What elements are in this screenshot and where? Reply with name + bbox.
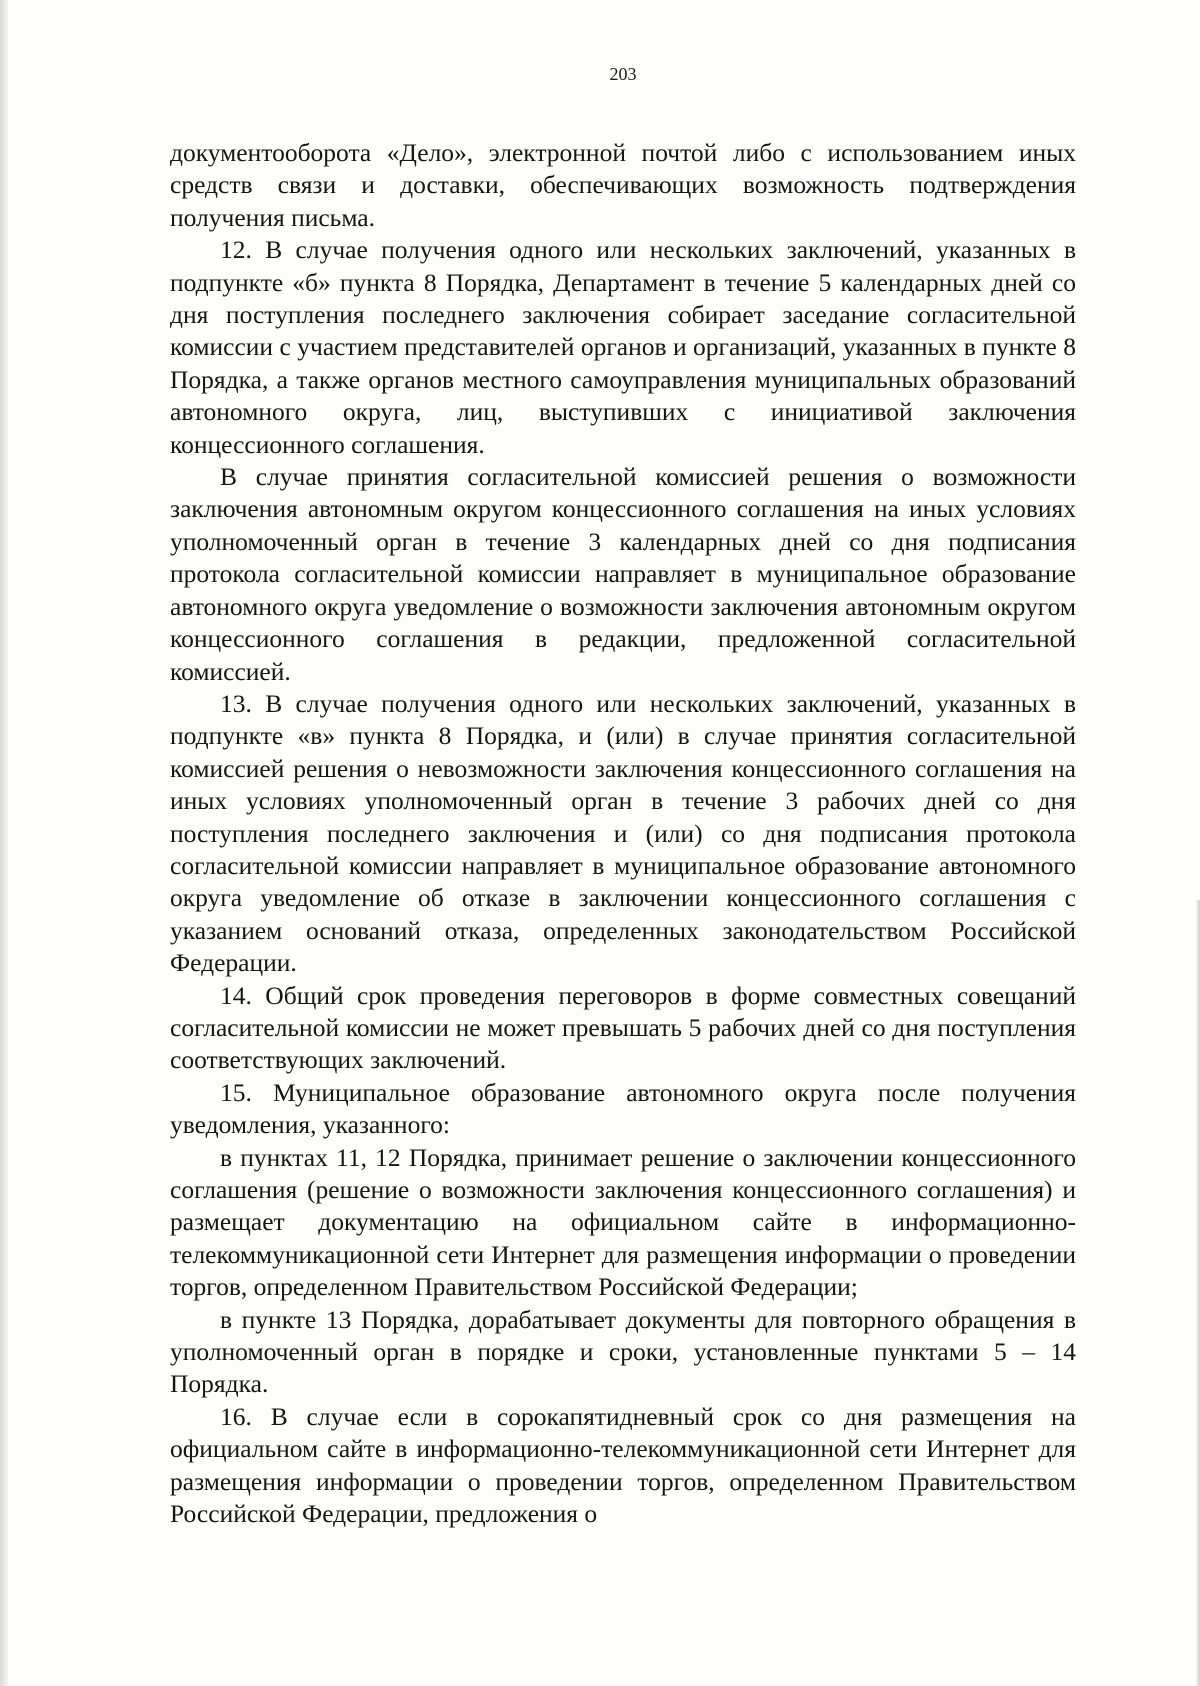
paragraph-item-12-decision: В случае принятия согласительной комиссией решения о возможности заключения автономным округом концессионного соглашения на иных условиях уполномоченный орган в течение 3 календарных дней со дня подписания протокола согласительной комиссии направляет в муниципальное образование автономного округа уведомление о возможности заключения автономным округом концессионного соглашения в редакции, предложенной согласительной комиссией. [170, 462, 1076, 686]
paragraph-item-15-sub-1: в пунктах 11, 12 Порядка, принимает решение о заключении концессионного соглашения (решение о возможности заключения концессионного соглашения) и размещает документацию на официальном сайте в информационно-телекоммуникационной сети Интернет для размещения информации о проведении торгов, определенном Правительством Российской Федерации; [170, 1142, 1076, 1302]
paragraph-item-14: 14. Общий срок проведения переговоров в форме совместных совещаний согласительной комиссии не может превышать 5 рабочих дней со дня поступления соответствующих заключений. [170, 980, 1076, 1075]
page-number: 203 [609, 64, 637, 84]
paragraph-continuation: документооборота «Дело», электронной почтой либо с использованием иных средств связи и доставки, обеспечивающих возможность подтверждения получения письма. [170, 138, 1076, 232]
paragraph-item-16: 16. В случае если в сорокапятидневный срок со дня размещения на официальном сайте в информационно-телекоммуникационной сети Интернет для размещения информации о проведении торгов, определенном Правительством Российской Федерации, предложения о [170, 1401, 1076, 1529]
paragraph-item-13: 13. В случае получения одного или нескольких заключений, указанных в подпункте «в» пункта 8 Порядка, и (или) в случае принятия согласительной комиссией решения о невозможности заключения концессионного соглашения на иных условиях уполномоченный орган в течение 3 рабочих дней со дня поступления последнего заключения и (или) со дня подписания протокола согласительной комиссии направляет в муниципальное образование автономного округа уведомление об отказе в заключении концессионного соглашения с указанием оснований отказа, определенных законодательством Российской Федерации. [170, 688, 1076, 978]
scan-left-edge [0, 0, 8, 1686]
scan-right-edge [1196, 900, 1200, 1686]
paragraph-item-12: 12. В случае получения одного или нескольких заключений, указанных в подпункте «б» пункта 8 Порядка, Департамент в течение 5 календарных дней со дня поступления последнего заключения собирает заседание согласительной комиссии с участием представителей органов и организаций, указанных в пункте 8 Порядка, а также органов местного самоуправления муниципальных образований автономного округа, лиц, выступивших с инициативой заключения концессионного соглашения. [170, 235, 1076, 459]
paragraph-item-15: 15. Муниципальное образование автономного округа после получения уведомления, указанного: [170, 1077, 1076, 1140]
document-body [170, 137, 1076, 1530]
paragraph-item-15-sub-2: в пункте 13 Порядка, дорабатывает документы для повторного обращения в уполномоченный орган в порядке и сроки, установленные пунктами 5 – 14 Порядка. [170, 1304, 1076, 1399]
